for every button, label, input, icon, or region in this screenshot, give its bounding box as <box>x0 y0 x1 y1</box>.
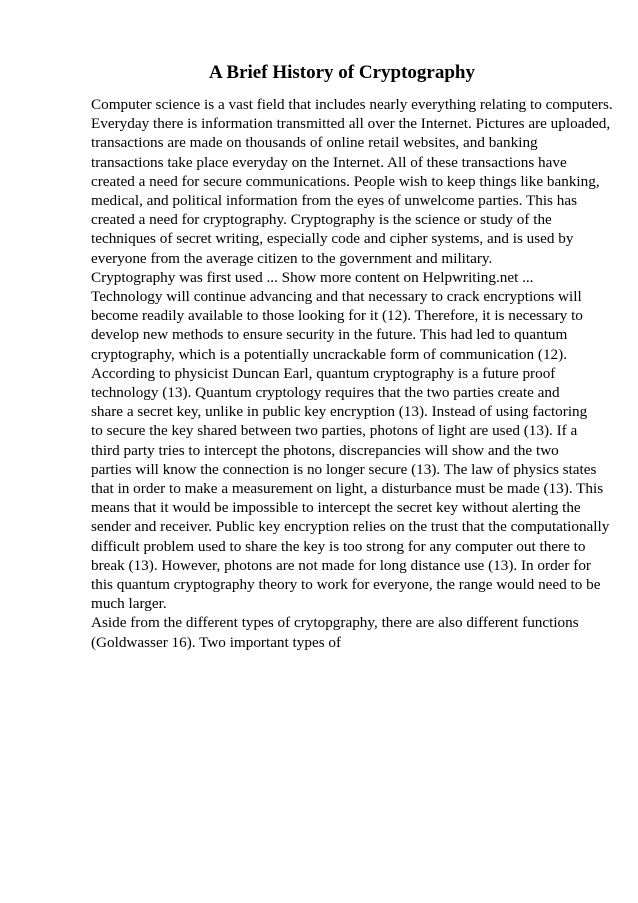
body-line: Computer science is a vast field that includes nearly everything relating to computers. <box>91 96 613 113</box>
body-line: Technology will continue advancing and that necessary to crack encryptions will <box>91 288 582 306</box>
body-line: Aside from the different types of crytopgraphy, there are also different functions <box>91 614 579 632</box>
body-line: transactions are made on thousands of online retail websites, and banking <box>91 134 538 152</box>
body-line: technology (13). Quantum cryptology requires that the two parties create and <box>91 384 560 402</box>
body-line: much larger. <box>91 595 167 613</box>
body-line: parties will know the connection is no longer secure (13). The law of physics states <box>91 460 597 478</box>
body-line: to secure the key shared between two parties, photons of light are used (13). If a <box>91 422 578 440</box>
body-line: this quantum cryptography theory to work for everyone, the range would need to be <box>91 576 601 594</box>
body-line: cryptography, which is a potentially uncrackable form of communication (12). <box>91 345 568 363</box>
body-line: Everyday there is information transmitted all over the Internet. Pictures are uploaded, <box>91 115 611 133</box>
body-line: techniques of secret writing, especially code and cipher systems, and is used by <box>91 230 574 248</box>
body-line: difficult problem used to share the key is too strong for any computer out there to <box>91 537 586 555</box>
body-line: (Goldwasser 16). Two important types of <box>91 633 342 651</box>
body-line: develop new methods to ensure security in the future. This had led to quantum <box>91 326 568 344</box>
body-line: third party tries to intercept the photons, discrepancies will show and the two <box>91 441 559 459</box>
body-line: created a need for secure communications. People wish to keep things like banking, <box>91 172 600 190</box>
body-line: share a secret key, unlike in public key encryption (13). Instead of using factoring <box>91 403 588 421</box>
body-line: means that it would be impossible to intercept the secret key without alerting the <box>91 499 581 517</box>
document-title: A Brief History of Cryptography <box>209 62 475 83</box>
body-line: become readily available to those looking for it (12). Therefore, it is necessary to <box>91 307 583 325</box>
body-line: sender and receiver. Public key encryption relies on the trust that the computationally <box>91 518 610 536</box>
body-line: everyone from the average citizen to the government and military. <box>91 249 493 267</box>
body-line: Cryptography was first used ... Show more content on Helpwriting.net ... <box>91 268 534 286</box>
document-body <box>91 95 631 652</box>
body-line: that in order to make a measurement on light, a disturbance must be made (13). This <box>91 480 604 498</box>
body-line: transactions take place everyday on the Internet. All of these transactions have <box>91 153 567 171</box>
body-line: break (13). However, photons are not made for long distance use (13). In order for <box>91 556 591 574</box>
body-line: created a need for cryptography. Cryptography is the science or study of the <box>91 211 552 229</box>
body-line: medical, and political information from the eyes of unwelcome parties. This has <box>91 192 577 210</box>
body-line: According to physicist Duncan Earl, quantum cryptography is a future proof <box>91 364 556 382</box>
